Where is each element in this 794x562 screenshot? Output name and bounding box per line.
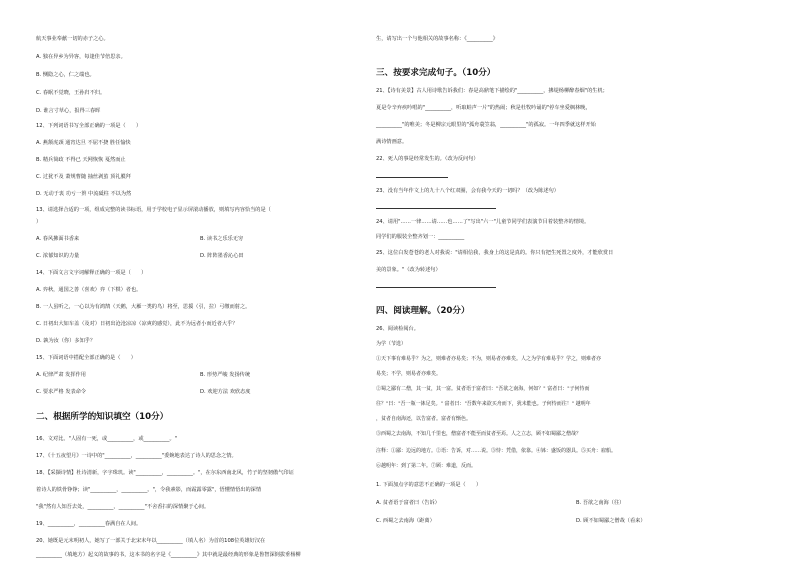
question-22: 22、死人的事是经常发生的。（改为反问句）	[376, 156, 479, 162]
question-23: 23、没有当年作文上的九十八个红双圈，会有我今天的一切吗？（改为陈述句）	[376, 188, 559, 194]
question-25: 25、这位白发苍苍的老人对我说："请相信我，我身上的这是真的。你只有把生死置之度外，才能欣赏日	[376, 250, 614, 256]
question-18-cont: 着诗人的铁骨铮铮；读"__________，__________。"，令我素影，而霜露零露"，悟懂情悟出的深情	[36, 487, 262, 493]
passage-line: ①天下事有难易乎？为之，则难者亦易矣；不为，则易者亦难矣。人之为学有难易乎？学之，则难者亦	[376, 356, 602, 362]
option-a: A. 贫者语于富者曰（告诉）	[376, 500, 440, 506]
question-21: 21、【诗有美景】古人用诗歌告诉我们：春是高鼎笔下描绘的"__________，拂堤杨柳醉春烟"的生机；	[376, 88, 608, 94]
option-a: A. 弈秋，通国之善（喜欢）弈（下棋）者也。	[36, 287, 142, 293]
question-21-cont: 夏是令辛弃疾吟唱的"__________，听取蛙声一片"的热闹；秋是杜牧吟诵的"停车坐爱枫林晚，	[376, 105, 591, 111]
question-14: 14、下面文言文字词解释正确的一项是（ ）	[36, 270, 147, 276]
text-line: 航天事业奉献一切的赤子之心。	[36, 36, 109, 42]
option-c: C. 过犹不及 萧规曹随 抽丝剥茧 顶礼膜拜	[36, 174, 131, 180]
option-a: A. 燕颔虎颈 通宵达旦 不屈不挠 胜任愉快	[36, 140, 131, 146]
question-18-cont: "我"然有人知吾去处，__________，__________"不舍香扫的深情聚于心间。	[36, 504, 210, 510]
option-b: B. 读书之乐乐无穷	[200, 236, 244, 242]
option-d: D. 阵阵墨香沁心田	[200, 253, 244, 259]
option-a: A. 春风拂面书香来	[36, 236, 80, 242]
option-b: B. 吾欲之南海（往）	[576, 500, 625, 506]
option-c: C. 要求严格 发表命令	[36, 389, 87, 395]
question-16: 16、文对比。"人固有一死，或__________，或__________。"	[36, 436, 178, 442]
question-19: 19、__________，__________春满自在人间。	[36, 521, 142, 527]
question-12: 12、下列词语书写全部正确的一项是（ ）	[36, 123, 142, 129]
text-line: 生，请写出一个与他相关的故事名称：《__________》	[376, 36, 498, 42]
question-20-cont: __________（填地方）起义的故事的书，这本书的名字是《__________》其中就是最经典的形象是鲁智深倒拔垂杨柳	[36, 552, 301, 558]
question-26: 26、阅读检阅台。	[376, 326, 419, 332]
option-c: C. 西蜀之去南海（距离）	[376, 518, 435, 524]
question-20: 20、她既是元末明初人，她写了一部关于北宋末年以__________（填人名）为首的108位英雄好汉在	[36, 538, 266, 544]
option-a: A. 纪律严肃 发挥作用	[36, 372, 86, 378]
question-15: 15、下面词语中搭配全部正确的是（ ）	[36, 355, 136, 361]
question-13: 13、请选择合适的一项，组成完整的读书标语，用于学校电子显示屏滚动播放，则填写内容恰当的是（	[36, 207, 271, 213]
option-b: B. 一人虽听之，一心以为有鸿鹄（天鹅，大雁一类的鸟）将至，思援（引，拉）弓缴而射之。	[36, 304, 251, 310]
option-a: A. 独在异乡为异客，每逢佳节倍思亲。	[36, 54, 126, 60]
passage-line: ，贫者自南海还，以告富者。富者有惭色。	[376, 416, 472, 422]
section-4-heading: 四、阅读理解。（20分）	[376, 306, 470, 316]
question-24: 24、请用"……一律……请……也……了"写出"六一"儿童节同学们表演节目着装整齐的情境。	[376, 219, 590, 225]
question-25-cont: 美的景象。"（改为转述句）	[376, 267, 441, 273]
option-b: B. 精兵简政 不得已 天网恢恢 戛然而止	[36, 157, 126, 163]
option-d: D. 无动于衷 功亏一篑 中流砥柱 不以为然	[36, 191, 132, 197]
option-d: D. 孰为汝（你）多知乎？	[36, 338, 96, 344]
answer-line	[376, 177, 448, 178]
glossary-cont: ⑥越明年：到了第二年。⑦顾：难道，反而。	[376, 463, 477, 469]
option-d: D. 顾不如蜀鄙之僧哉（看来）	[576, 518, 646, 524]
question-24-cont: 同学们的服装全整齐划一：__________	[376, 234, 465, 240]
section-3-heading: 三、按要求完成句子。（10分）	[376, 68, 496, 78]
question-13-cont: ）	[36, 219, 42, 225]
passage-line: ②蜀之鄙有二僧，其一贫，其一富。贫者语于富者曰："吾欲之南海，何如？" 富者曰："子何恃而	[376, 386, 590, 392]
passage-line: 易矣；不学，则易者亦难矣。	[376, 371, 442, 377]
option-c: C. 浓郁知识的力量	[36, 253, 80, 259]
option-c: C. 春眠不觉晓，王孙归不归。	[36, 90, 106, 96]
option-b: B. 恻隐之心，仁之端也。	[36, 72, 95, 78]
option-b: B. 形势严峻 发扬传统	[200, 372, 251, 378]
option-c: C. 日初出大如车盖（及对）日初出沧沧凉凉（凉爽的感觉），此不为远者小而近者大乎？	[36, 321, 238, 327]
answer-line	[376, 208, 496, 209]
answer-line	[376, 287, 496, 288]
passage-line: ③西蜀之去南海，不知几千里也，僧富者不能至而贫者至焉。人之立志，顾不如蜀鄙之僧哉？	[376, 431, 582, 437]
question-18: 18、【采撷诗情】杜诗清新，字字珠玑。读"__________，__________。"，在尔东西南北风，竹子的坚韧傲气印证	[36, 470, 294, 476]
option-d: D. 谁言寸草心，报得三春晖	[36, 108, 101, 114]
section-2-heading: 二、根据所学的知识填空（10分）	[36, 412, 169, 422]
option-d: D. 欢迎方法 欢欣态度	[200, 389, 251, 395]
sub-question-1: 1. 下面加点字的意思不正确的一项是（ ）	[376, 482, 482, 488]
question-21-cont: 满诗情画意。	[376, 139, 408, 145]
glossary: 注释：①鄙：边远的地方。②语：告诉，对……说。③恃：凭借，依靠。④钵：盛饭的器具。⑤买舟：雇船。	[376, 448, 617, 454]
passage-title: 为学（节选）	[376, 341, 407, 347]
passage-line: 往？"曰："吾一瓶一钵足矣。" 富者曰："吾数年来欲买舟而下，犹未能也。子何恃而往！" 越明年	[376, 401, 591, 407]
question-21-cont: __________"的唯美；冬是柳宗元眼里的"孤舟蓑笠翁，__________"的孤寂。一年四季就这样开始	[376, 122, 596, 128]
question-17: 17、《十五夜望月》一诗中的"__________，__________"委婉地表达了诗人的思念之情。	[36, 453, 237, 459]
